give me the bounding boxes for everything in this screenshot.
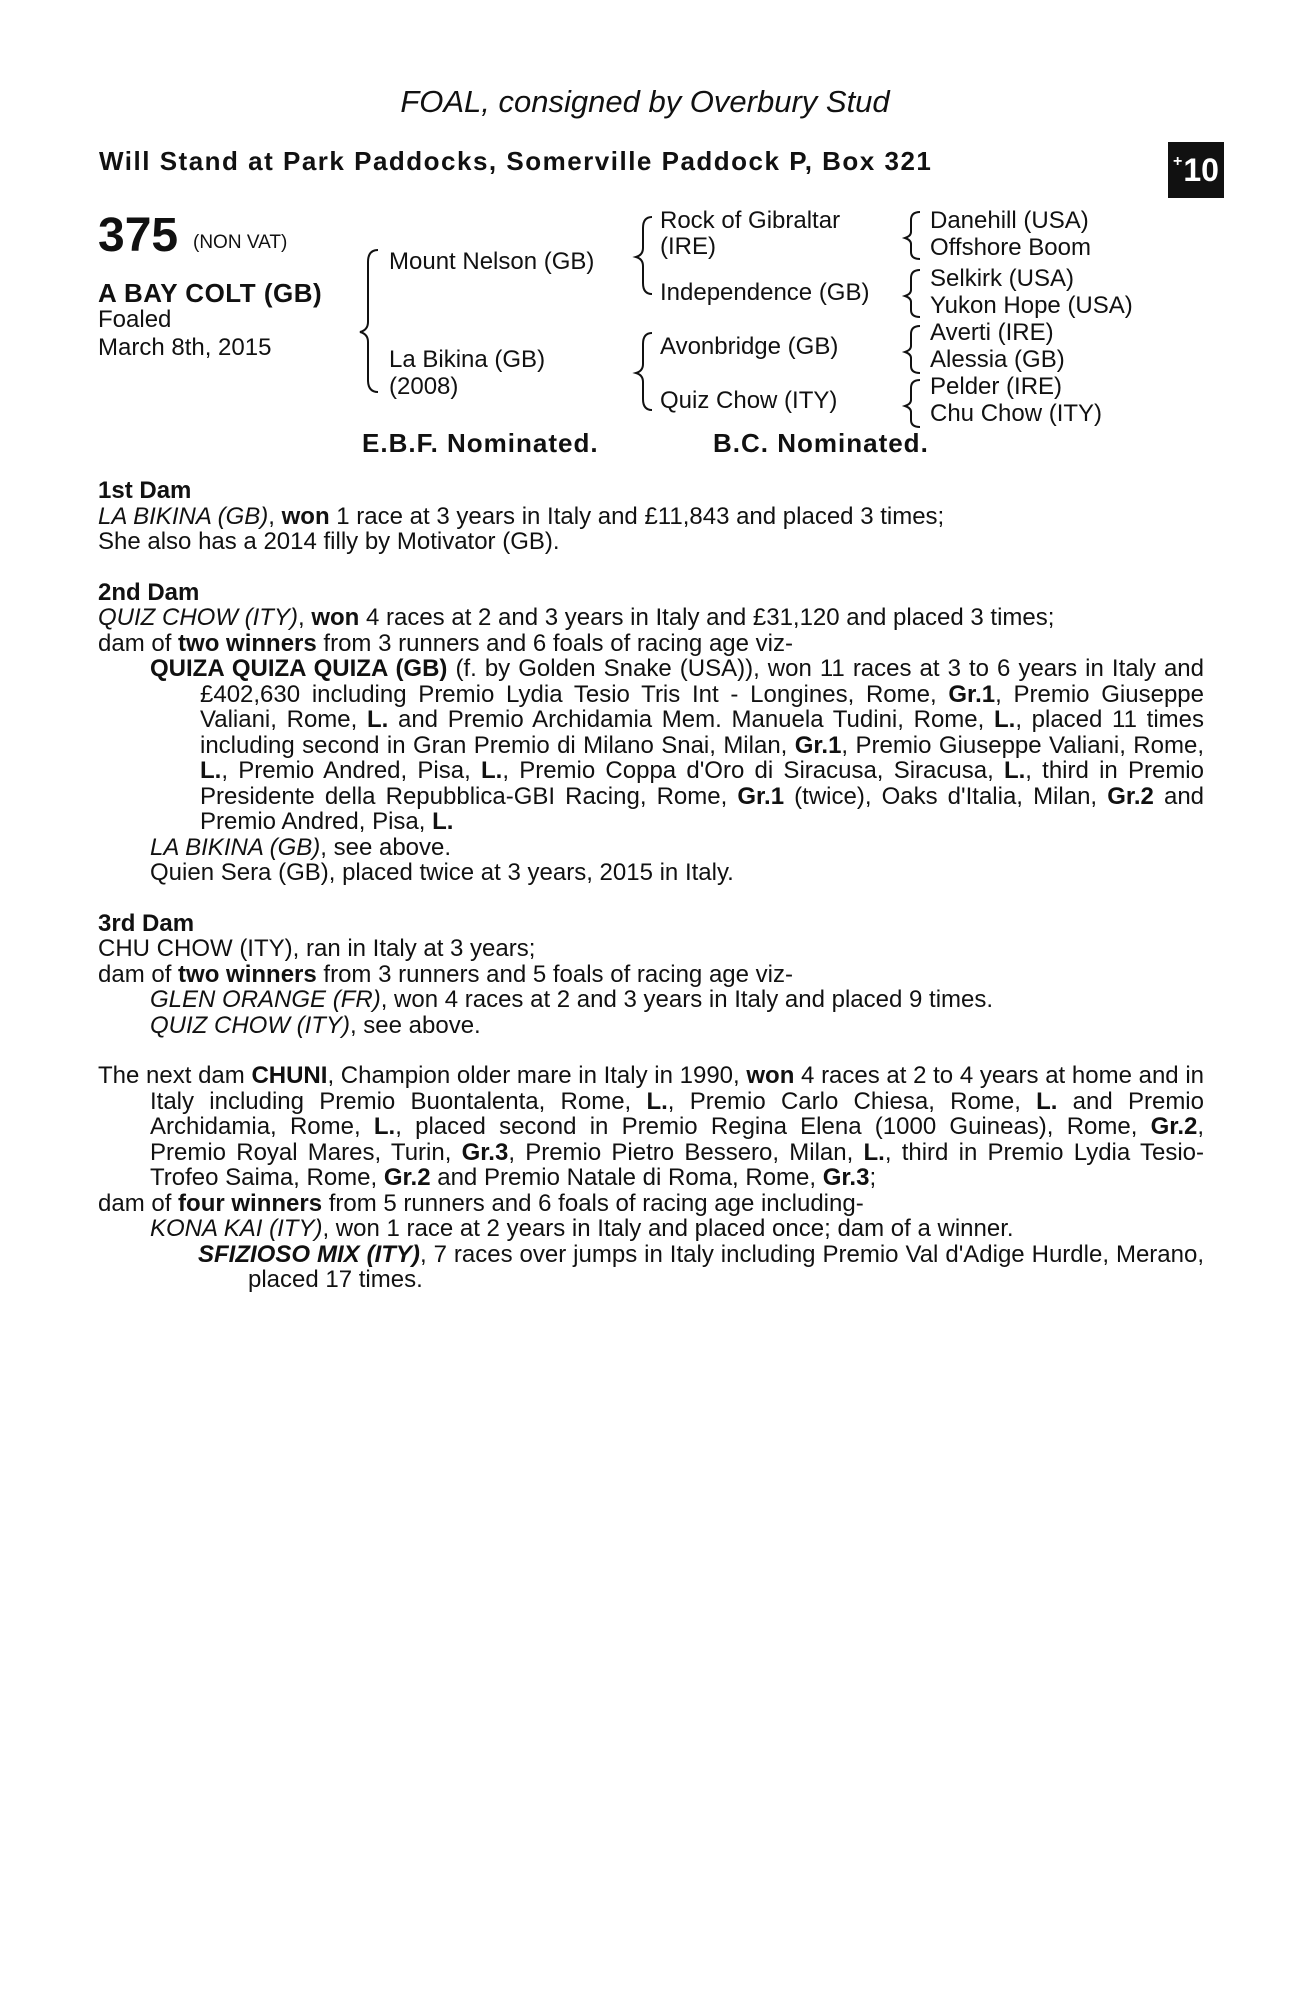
grade: Gr.2: [1150, 1113, 1198, 1140]
bc-nominated: B.C. Nominated.: [713, 428, 929, 458]
grade: L.: [646, 1087, 668, 1115]
text: , Premio Coppa d'Oro di Siracusa, Siracusa,: [502, 757, 1004, 784]
foaled-label: Foaled: [98, 306, 172, 333]
grade: Gr.2: [1107, 782, 1154, 810]
produce-kona-kai: [98, 1216, 1204, 1242]
text: , won 1 race at 2 years in Italy and placed once; dam of a winner.: [322, 1215, 1014, 1242]
produce-name: QUIZ CHOW (ITY): [150, 1011, 350, 1039]
first-dam-produce: She also has a 2014 filly by Motivator (GB).: [98, 528, 560, 555]
pedigree-sds: Selkirk (USA): [930, 265, 1075, 292]
dam-of-text: dam of: [98, 629, 179, 657]
third-dam-produce-summary: [98, 962, 1204, 988]
pedigree-ss-line1: Rock of Gibraltar: [660, 207, 841, 234]
produce-name: QUIZA QUIZA QUIZA (GB): [150, 655, 448, 682]
pedigree-dam-year: (2008): [389, 373, 459, 400]
text: , placed second in Premio Regina Elena (1000 Guineas), Rome,: [395, 1113, 1151, 1140]
lot-number: 375: [98, 209, 179, 262]
winners-count: two winners: [178, 960, 317, 988]
text: and Premio Archidamia Mem. Manuela Tudini, Rome,: [388, 706, 994, 733]
sep: ,: [297, 604, 312, 631]
first-dam-line: [98, 504, 1204, 530]
produce-name: SFIZIOSO MIX (ITY): [198, 1240, 420, 1268]
text: , won 4 races at 2 and 3 years in Italy and placed 9 times.: [380, 986, 994, 1013]
produce-quien-sera: Quien Sera (GB), placed twice at 3 years, 2015 in Italy.: [150, 859, 734, 886]
won-text: won: [311, 604, 360, 631]
text: , Premio Giuseppe Valiani, Rome,: [841, 731, 1204, 759]
catalogue-body: [98, 478, 1204, 1293]
pedigree-dsd: Alessia (GB): [930, 346, 1065, 373]
bracket-sd: [905, 270, 920, 317]
next-dam-paragraph: [98, 1063, 1204, 1191]
produce-name: KONA KAI (ITY): [150, 1215, 323, 1242]
won-text: won: [746, 1062, 795, 1089]
page-title: FOAL, consigned by Overbury Stud: [400, 84, 890, 119]
pedigree-dd: Quiz Chow (ITY): [660, 387, 838, 414]
grade: Gr.3: [822, 1164, 870, 1191]
viz-text: from 3 runners and 6 foals of racing age viz-: [316, 629, 793, 657]
pedigree-dss: Averti (IRE): [930, 319, 1054, 346]
next-dam-produce-summary: [98, 1191, 1204, 1217]
text: and Premio Archidamia, Rome,: [150, 1087, 1204, 1140]
pedigree-sd: Independence (GB): [660, 279, 870, 306]
sep: ,: [268, 502, 282, 530]
text: , Champion older mare in Italy in 1990,: [327, 1062, 747, 1089]
dam-of-text: dam of: [98, 1189, 179, 1217]
winners-count: two winners: [178, 629, 317, 657]
bracket-sire: [636, 217, 652, 294]
text: , Premio Carlo Chiesa, Rome,: [667, 1087, 1037, 1115]
bracket-ds: [905, 326, 920, 373]
pedigree-dds: Pelder (IRE): [930, 373, 1063, 400]
badge-number: 10: [1183, 151, 1219, 188]
next-dam-name: CHUNI: [251, 1062, 328, 1089]
second-dam-heading: 2nd Dam: [98, 578, 200, 606]
text: , placed 11 times including second in Gran Premio di Milano Snai, Milan,: [200, 706, 1204, 759]
grade: L.: [480, 757, 503, 784]
pedigree-sire: Mount Nelson (GB): [389, 248, 595, 275]
second-dam-name: QUIZ CHOW (ITY): [98, 604, 298, 631]
viz-text: from 3 runners and 5 foals of racing age viz-: [316, 960, 793, 988]
produce-name: LA BIKINA (GB): [150, 833, 321, 861]
grade: L.: [373, 1113, 396, 1140]
text: from 5 runners and 6 foals of racing age including-: [322, 1189, 864, 1217]
grade: L.: [993, 706, 1016, 733]
third-dam-line: CHU CHOW (ITY), ran in Italy at 3 years;: [98, 935, 536, 962]
grade: L.: [200, 757, 222, 784]
grade: L.: [432, 808, 454, 835]
first-dam-record: 1 race at 3 years in Italy and £11,843 and placed 3 times;: [329, 502, 945, 530]
text: 4 races at 2 to 4 years at home and in Italy including Premio Buontalenta, Rome,: [150, 1062, 1205, 1115]
text: ;: [869, 1164, 877, 1191]
text: , Premio Giuseppe Valiani, Rome,: [200, 680, 1204, 733]
pedigree-brackets: [0, 0, 1314, 460]
grade: L.: [1036, 1087, 1058, 1115]
text: and Premio Natale di Roma, Rome,: [430, 1164, 823, 1191]
pedigree-ss-line2: (IRE): [660, 233, 716, 260]
pedigree-ssd: Offshore Boom: [930, 234, 1091, 261]
text: , Premio Pietro Bessero, Milan,: [508, 1138, 864, 1166]
foaled-date: March 8th, 2015: [98, 334, 272, 361]
text: , third in Premio Lydia Tesio-Trofeo Saima, Rome,: [150, 1138, 1205, 1191]
first-dam-heading: 1st Dam: [98, 477, 192, 504]
grade: Gr.2: [383, 1164, 431, 1191]
text: , Premio Andred, Pisa,: [221, 757, 481, 784]
text: (f. by Golden Snake (USA)), won 11 races at 3 to 6 years in Italy and £402,630 including Premio Lydia Tesio Tris Int - Longines, Rome,: [200, 655, 1204, 708]
dam-of-text: dam of: [98, 960, 179, 988]
ebf-nominated: E.B.F. Nominated.: [362, 428, 599, 458]
pedigree-sss: Danehill (USA): [930, 207, 1089, 234]
second-dam-produce-summary: [98, 631, 1204, 657]
text: , third in Premio Presidente della Repubblica-GBI Racing, Rome,: [200, 757, 1204, 810]
badge-plus: +: [1173, 153, 1183, 170]
second-dam-record: 4 races at 2 and 3 years in Italy and £31,120 and placed 3 times;: [359, 604, 1055, 631]
bracket-ss: [905, 212, 920, 259]
third-dam-heading: 3rd Dam: [98, 909, 195, 937]
grade: L.: [863, 1138, 885, 1166]
winners-count: four winners: [178, 1189, 323, 1217]
first-dam-name: LA BIKINA (GB): [98, 502, 269, 530]
bracket-dam: [636, 333, 652, 410]
stand-location: Will Stand at Park Paddocks, Somerville Paddock P, Box 321: [99, 146, 933, 176]
bracket-gen1: [360, 250, 378, 392]
produce-quiza-quiza-quiza: [98, 656, 1204, 835]
text: , 7 races over jumps in Italy including Premio Val d'Adige Hurdle, Merano, placed 17 times.: [248, 1240, 1204, 1293]
text: The next dam: [98, 1062, 252, 1089]
produce-glen-orange: [98, 987, 1204, 1013]
pedigree-ds: Avonbridge (GB): [660, 333, 839, 360]
pedigree-dam-name: La Bikina (GB): [389, 346, 546, 373]
pedigree-ddd: Chu Chow (ITY): [930, 400, 1103, 427]
grade: L.: [1003, 757, 1026, 784]
produce-name: GLEN ORANGE (FR): [150, 986, 381, 1013]
produce-la-bikina: [98, 835, 1204, 861]
grade: Gr.1: [737, 782, 785, 810]
second-dam-line: [98, 605, 1204, 631]
produce-sfizioso-mix: [98, 1242, 1204, 1293]
produce-quiz-chow: [98, 1013, 1204, 1039]
grade: Gr.1: [794, 731, 842, 759]
lot-description: A BAY COLT (GB): [98, 278, 323, 308]
won-text: won: [281, 502, 330, 530]
bracket-dd: [905, 380, 920, 427]
grade: Gr.3: [461, 1138, 509, 1166]
grade: Gr.1: [948, 680, 996, 708]
text: , see above.: [349, 1011, 481, 1039]
pedigree-sdd: Yukon Hope (USA): [930, 292, 1133, 319]
lot-vat: (NON VAT): [193, 232, 288, 253]
text: and Premio Andred, Pisa,: [200, 782, 1205, 835]
text: , Premio Royal Mares, Turin,: [150, 1113, 1205, 1166]
text: , see above.: [320, 833, 452, 861]
grade: L.: [366, 706, 389, 733]
text: (twice), Oaks d'Italia, Milan,: [784, 782, 1108, 810]
